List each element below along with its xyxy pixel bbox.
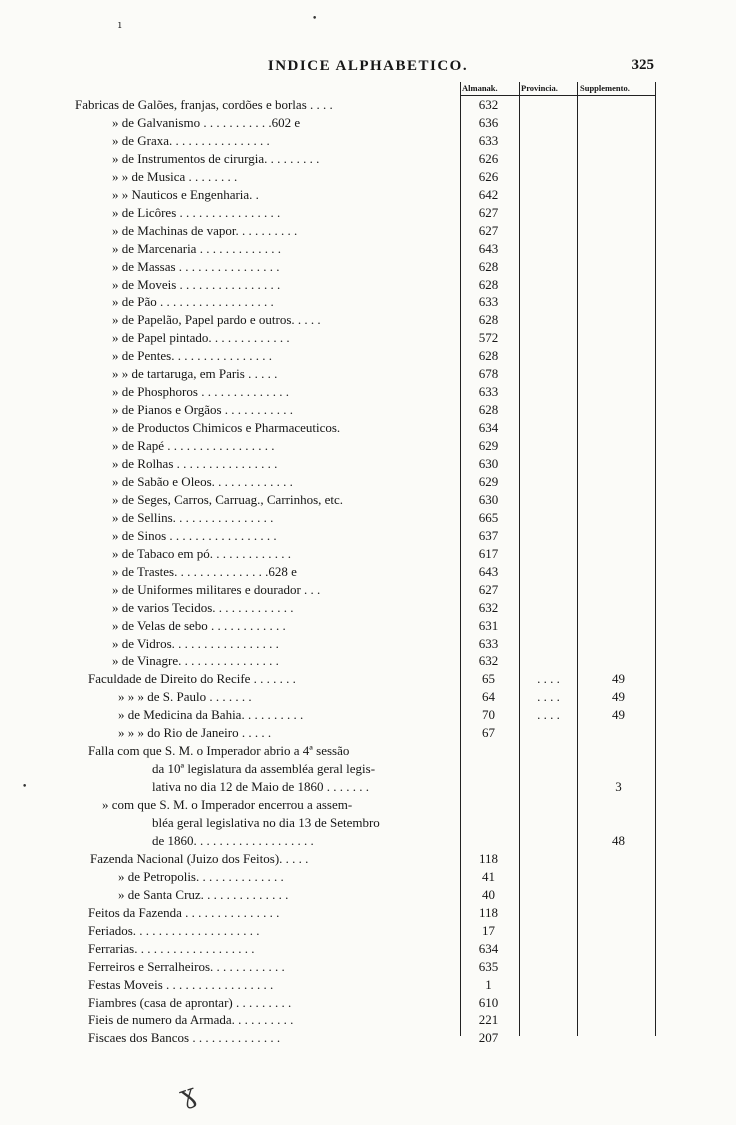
page-title: INDICE ALPHABETICO. xyxy=(267,58,469,74)
index-entry xyxy=(0,904,736,922)
entry-supplemento-page: 49 xyxy=(612,671,625,687)
entry-almanak-page: 67 xyxy=(482,725,495,741)
index-entry xyxy=(0,96,736,114)
entry-almanak-page: 221 xyxy=(478,1012,499,1028)
index-entry xyxy=(0,850,736,868)
index-entry xyxy=(0,886,736,904)
entry-label: » » de Musica . . . . . . . . xyxy=(112,168,238,184)
entry-almanak-page: 610 xyxy=(478,994,499,1010)
entry-almanak-page: 118 xyxy=(478,904,499,920)
entry-label: » de Instrumentos de cirurgia. . . . . . . . . xyxy=(112,150,320,166)
column-header-almanak: Almanak. xyxy=(462,83,498,93)
entry-label: » de Papel pintado. . . . . . . . . . . . . xyxy=(112,330,290,346)
page-number: 325 xyxy=(631,57,654,73)
index-entry xyxy=(0,329,736,347)
entry-label: » de Velas de sebo . . . . . . . . . . . . xyxy=(112,617,286,633)
entry-label: » de Moveis . . . . . . . . . . . . . . . . xyxy=(112,276,281,292)
entry-label: Fazenda Nacional (Juizo dos Feitos). . . . . xyxy=(90,850,309,866)
entry-label: » de Productos Chimicos e Pharmaceuticos. xyxy=(112,420,341,436)
entry-almanak-page: 635 xyxy=(478,958,499,974)
index-entry xyxy=(0,760,736,778)
entry-almanak-page: 1 xyxy=(485,976,492,992)
index-entry xyxy=(0,150,736,168)
pen-mark: ı xyxy=(118,18,122,31)
index-entry xyxy=(0,796,736,814)
entry-almanak-page: 633 xyxy=(478,384,499,400)
entry-almanak-page: 630 xyxy=(478,456,499,471)
index-entry xyxy=(0,509,736,527)
entry-almanak-page: 65 xyxy=(482,671,495,687)
entry-almanak-page: 628 xyxy=(478,312,499,328)
entry-almanak-page: 629 xyxy=(478,438,499,454)
entry-label: » » » do Rio de Janeiro . . . . . xyxy=(118,725,272,741)
entry-almanak-page: 17 xyxy=(482,922,495,938)
entry-almanak-page: 633 xyxy=(478,294,499,310)
entry-almanak-page: 207 xyxy=(478,1030,499,1046)
entry-almanak-page: 628 xyxy=(478,402,499,418)
entry-label: » de Phosphoros . . . . . . . . . . . . . . xyxy=(112,384,289,400)
entry-almanak-page: 70 xyxy=(482,707,495,723)
entry-label: » de Medicina da Bahia. . . . . . . . . . xyxy=(118,707,304,723)
index-entry xyxy=(0,652,736,670)
index-entry xyxy=(0,742,736,760)
entry-almanak-page: 572 xyxy=(478,330,499,346)
index-entry xyxy=(0,186,736,204)
entry-label: bléa geral legislativa no dia 13 de Setembro xyxy=(152,815,380,830)
index-entry xyxy=(0,276,736,294)
entry-provincia-page: . . . . xyxy=(537,689,560,705)
index-entry xyxy=(0,114,736,132)
entry-almanak-page: 637 xyxy=(478,527,499,543)
index-entry xyxy=(0,706,736,724)
index-entry xyxy=(0,1029,736,1047)
entry-label: » de Pianos e Orgãos . . . . . . . . . . . xyxy=(112,402,294,418)
index-entry xyxy=(0,563,736,581)
ink-dot: • xyxy=(312,14,318,24)
index-entry xyxy=(0,940,736,958)
index-entry xyxy=(0,383,736,401)
entry-almanak-page: 628 xyxy=(478,348,499,364)
entry-label: Festas Moveis . . . . . . . . . . . . . . . . . xyxy=(88,976,274,992)
entry-almanak-page: 617 xyxy=(478,545,499,561)
column-header-provincia: Provincia. xyxy=(521,83,558,93)
entry-almanak-page: 64 xyxy=(482,689,495,705)
entry-label: » de Sinos . . . . . . . . . . . . . . . . . xyxy=(112,527,277,543)
entry-almanak-page: 634 xyxy=(478,940,499,956)
entry-label: Ferreiros e Serralheiros. . . . . . . . . . . . xyxy=(88,958,285,974)
index-entry xyxy=(0,635,736,653)
entry-label: da 10ª legislatura da assembléa geral legis- xyxy=(152,761,376,777)
index-entry xyxy=(0,617,736,635)
entry-supplemento-page: 49 xyxy=(612,707,625,723)
index-entry xyxy=(0,491,736,509)
entry-label: » » Nauticos e Engenharia. . xyxy=(112,186,259,202)
index-entry xyxy=(0,994,736,1012)
entry-almanak-page: 633 xyxy=(478,635,499,651)
entry-provincia-page: . . . . xyxy=(537,671,560,687)
index-entry xyxy=(0,599,736,617)
entry-label: Fieis de numero da Armada. . . . . . . . . . xyxy=(88,1012,294,1028)
entry-label: » de Licôres . . . . . . . . . . . . . . . . xyxy=(112,204,281,220)
entry-label: Falla com que S. M. o Imperador abrio a 4ª sessão xyxy=(88,743,350,759)
entry-label: » de Sellins. . . . . . . . . . . . . . . . xyxy=(112,509,274,525)
index-entry xyxy=(0,168,736,186)
entry-almanak-page: 627 xyxy=(478,204,499,220)
entry-label: Faculdade de Direito do Recife . . . . . . . xyxy=(88,671,296,687)
entry-label: » de Marcenaria . . . . . . . . . . . . . xyxy=(112,240,281,256)
index-entry xyxy=(0,868,736,886)
entry-almanak-page: 632 xyxy=(478,653,499,669)
entry-almanak-page: 626 xyxy=(478,150,499,166)
index-entry xyxy=(0,455,736,473)
index-entry xyxy=(0,132,736,150)
index-entry xyxy=(0,293,736,311)
index-entry xyxy=(0,401,736,419)
entry-almanak-page: 665 xyxy=(478,509,499,525)
entry-almanak-page: 633 xyxy=(478,132,499,148)
entry-supplemento-page: 49 xyxy=(612,689,625,705)
index-entry xyxy=(0,527,736,545)
index-entry xyxy=(0,240,736,258)
index-entry xyxy=(0,670,736,688)
entry-supplemento-page: 3 xyxy=(615,779,622,795)
index-entry xyxy=(0,365,736,383)
entry-almanak-page: 643 xyxy=(478,563,499,579)
index-entry xyxy=(0,258,736,276)
entry-almanak-page: 636 xyxy=(478,114,499,130)
index-entry xyxy=(0,976,736,994)
entry-almanak-page: 118 xyxy=(478,850,499,866)
entry-label: » de Vidros. . . . . . . . . . . . . . . . . xyxy=(112,635,279,651)
index-entry xyxy=(0,832,736,850)
entry-label: » de Vinagre. . . . . . . . . . . . . . . . xyxy=(112,653,279,669)
entry-label: » de Sabão e Oleos. . . . . . . . . . . . . xyxy=(112,473,293,489)
index-entry xyxy=(0,419,736,437)
entry-almanak-page: 643 xyxy=(478,240,499,256)
ink-dot: • xyxy=(22,782,28,792)
index-entry xyxy=(0,814,736,832)
entry-label: » de Papelão, Papel pardo e outros. . . . . xyxy=(112,312,321,328)
entry-label: » » » de S. Paulo . . . . . . . xyxy=(118,689,252,705)
index-entry xyxy=(0,581,736,599)
entry-provincia-page: . . . . xyxy=(537,707,560,723)
index-entry xyxy=(0,1011,736,1029)
index-entry xyxy=(0,311,736,329)
entry-almanak-page: 634 xyxy=(478,420,499,436)
entry-label: » de Rolhas . . . . . . . . . . . . . . . . xyxy=(112,456,278,471)
entry-label: » de Petropolis. . . . . . . . . . . . . . xyxy=(118,868,284,884)
entry-label: » de Pão . . . . . . . . . . . . . . . . . . xyxy=(112,294,274,310)
entry-label: Fabricas de Galões, franjas, cordões e borlas . . . . xyxy=(75,97,333,112)
index-entry xyxy=(0,778,736,796)
index-entry xyxy=(0,688,736,706)
entry-almanak-page: 678 xyxy=(478,366,499,382)
index-entry xyxy=(0,473,736,491)
entry-almanak-page: 629 xyxy=(478,473,499,489)
index-entry xyxy=(0,958,736,976)
entry-label: lativa no dia 12 de Maio de 1860 . . . . . . . xyxy=(152,779,369,795)
index-entry xyxy=(0,222,736,240)
entry-label: » de Machinas de vapor. . . . . . . . . . xyxy=(112,222,298,238)
entry-label: » » de tartaruga, em Paris . . . . . xyxy=(112,366,278,382)
entry-almanak-page: 627 xyxy=(478,581,499,597)
entry-label: » de Massas . . . . . . . . . . . . . . . . xyxy=(112,258,280,274)
entry-label: de 1860. . . . . . . . . . . . . . . . . . . xyxy=(152,832,314,848)
entry-almanak-page: 642 xyxy=(478,186,499,202)
entry-label: » de Graxa. . . . . . . . . . . . . . . . xyxy=(112,132,270,148)
entry-label: » de Pentes. . . . . . . . . . . . . . . . xyxy=(112,348,272,364)
entry-label: » de Trastes. . . . . . . . . . . . . . .628 e xyxy=(112,563,297,579)
entry-almanak-page: 627 xyxy=(478,222,499,238)
entry-label: » de Tabaco em pó. . . . . . . . . . . . . xyxy=(112,545,292,561)
entry-label: Fiscaes dos Bancos . . . . . . . . . . . . . . xyxy=(88,1030,281,1046)
index-entry xyxy=(0,347,736,365)
index-entry xyxy=(0,922,736,940)
entry-label: Fiambres (casa de aprontar) . . . . . . . . . xyxy=(88,994,292,1010)
entry-label: » de varios Tecidos. . . . . . . . . . . . . xyxy=(112,599,294,615)
entry-almanak-page: 630 xyxy=(478,491,499,507)
entry-almanak-page: 628 xyxy=(478,258,499,274)
entry-almanak-page: 40 xyxy=(482,886,495,902)
entry-label: Ferrarias. . . . . . . . . . . . . . . . . . . xyxy=(88,940,255,956)
entry-almanak-page: 628 xyxy=(478,276,499,292)
column-header-supplemento: Supplemento. xyxy=(580,83,630,93)
pen-scribble: ɣ xyxy=(175,1078,200,1112)
entry-almanak-page: 632 xyxy=(478,599,499,615)
entry-label: » de Santa Cruz. . . . . . . . . . . . . . xyxy=(118,886,289,902)
entry-almanak-page: 631 xyxy=(478,617,499,633)
index-entry xyxy=(0,204,736,222)
index-entry xyxy=(0,724,736,742)
entry-almanak-page: 626 xyxy=(478,168,499,184)
entry-label: » de Uniformes militares e dourador . . . xyxy=(112,581,321,597)
entry-supplemento-page: 48 xyxy=(612,832,625,848)
entry-label: » de Rapé . . . . . . . . . . . . . . . . . xyxy=(112,438,275,454)
entry-label: » com que S. M. o Imperador encerrou a assem- xyxy=(102,797,353,813)
index-entry xyxy=(0,437,736,455)
entry-almanak-page: 632 xyxy=(478,97,499,112)
entry-label: Feitos da Fazenda . . . . . . . . . . . . . . . xyxy=(88,904,280,920)
entry-label: » de Galvanismo . . . . . . . . . . .602 e xyxy=(112,114,301,130)
entry-label: » de Seges, Carros, Carruag., Carrinhos, etc. xyxy=(112,491,344,507)
entry-almanak-page: 41 xyxy=(482,868,495,884)
index-entry xyxy=(0,545,736,563)
entry-label: Feriados. . . . . . . . . . . . . . . . . . . . xyxy=(88,922,260,938)
